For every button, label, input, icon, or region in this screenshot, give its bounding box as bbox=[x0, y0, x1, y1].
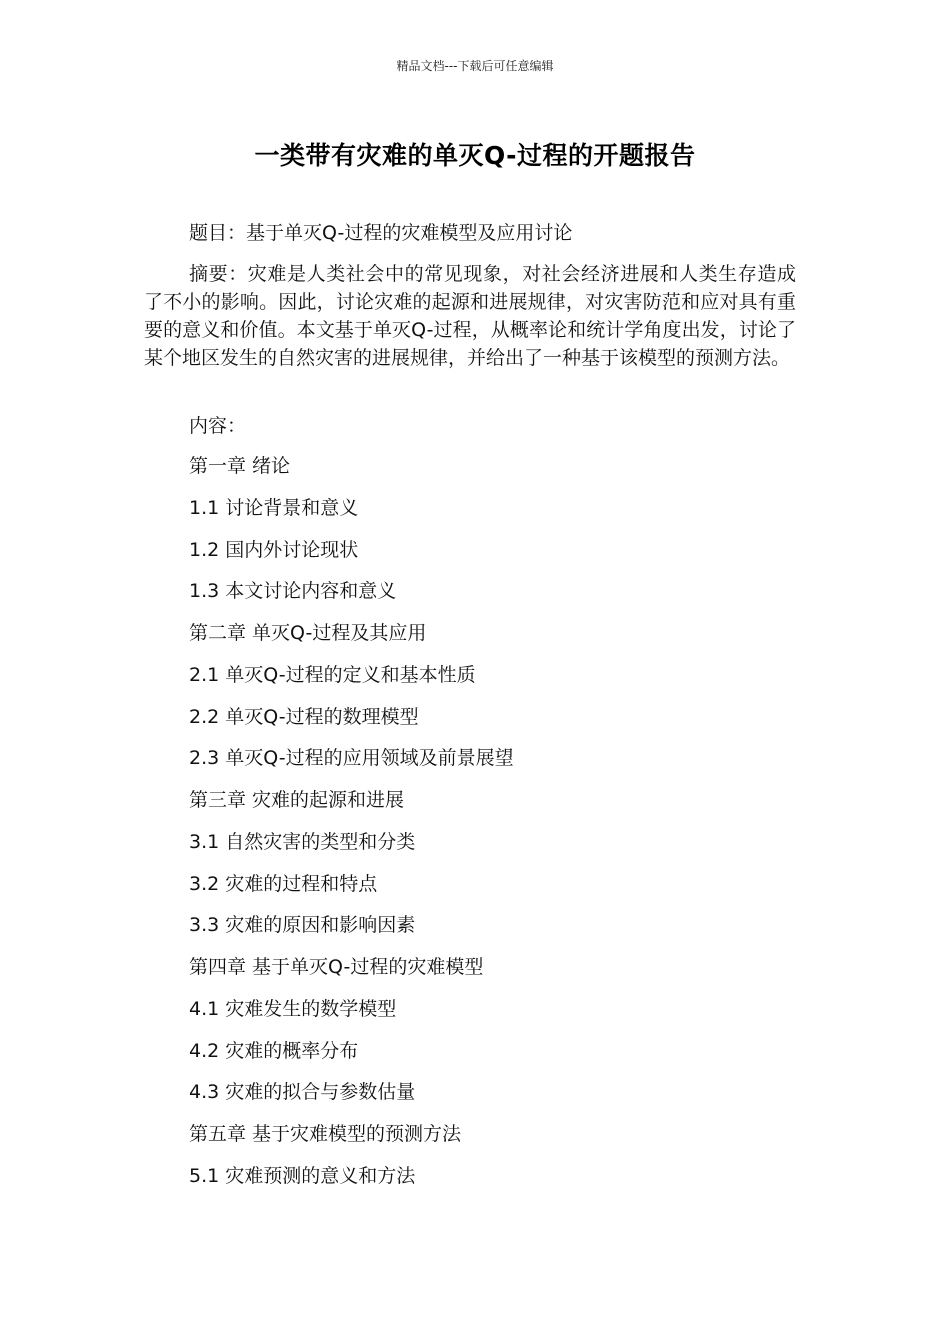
toc-chapter: 第三章 灾难的起源和进展 bbox=[189, 789, 405, 811]
document-title: 一类带有灾难的单灭Q-过程的开题报告 bbox=[254, 141, 696, 170]
toc-section: 3.1 自然灾害的类型和分类 bbox=[189, 830, 416, 853]
toc-section: 1.3 本文讨论内容和意义 bbox=[189, 580, 397, 603]
toc-section: 4.2 灾难的概率分布 bbox=[189, 1039, 359, 1062]
toc-section: 4.1 灾难发生的数学模型 bbox=[189, 997, 397, 1020]
header-note: 精品文档---下载后可任意编辑 bbox=[396, 59, 554, 73]
toc-chapter: 第二章 单灭Q-过程及其应用 bbox=[189, 622, 427, 644]
table-of-contents bbox=[189, 453, 514, 1205]
toc-section: 1.1 讨论背景和意义 bbox=[189, 496, 359, 519]
toc-section: 2.1 单灭Q-过程的定义和基本性质 bbox=[189, 663, 476, 686]
toc-section: 1.2 国内外讨论现状 bbox=[189, 538, 359, 561]
abstract-paragraph: 摘要：灾难是人类社会中的常见现象，对社会经济进展和人类生存造成了不小的影响。因此，讨论灾难的起源和进展规律，对灾害防范和应对具有重要的意义和价值。本文基于单灭Q-过程，从概率论和统计学角度出发，讨论了某个地区发生的自然灾害的进展规律，并给出了一种基于该模型的预测方法。 bbox=[144, 263, 796, 369]
toc-chapter: 第一章 绪论 bbox=[189, 455, 291, 477]
toc-section: 5.1 灾难预测的意义和方法 bbox=[189, 1164, 416, 1187]
toc-chapter: 第五章 基于灾难模型的预测方法 bbox=[189, 1123, 462, 1145]
toc-section: 2.2 单灭Q-过程的数理模型 bbox=[189, 705, 419, 728]
toc-section: 4.3 灾难的拟合与参数估量 bbox=[189, 1081, 416, 1104]
toc-section: 2.3 单灭Q-过程的应用领域及前景展望 bbox=[189, 747, 514, 770]
contents-label: 内容： bbox=[189, 415, 247, 437]
toc-chapter: 第四章 基于单灭Q-过程的灾难模型 bbox=[189, 956, 484, 978]
subject-line: 题目：基于单灭Q-过程的灾难模型及应用讨论 bbox=[189, 222, 573, 244]
toc-section: 3.2 灾难的过程和特点 bbox=[189, 872, 378, 895]
toc-section: 3.3 灾难的原因和影响因素 bbox=[189, 914, 416, 937]
